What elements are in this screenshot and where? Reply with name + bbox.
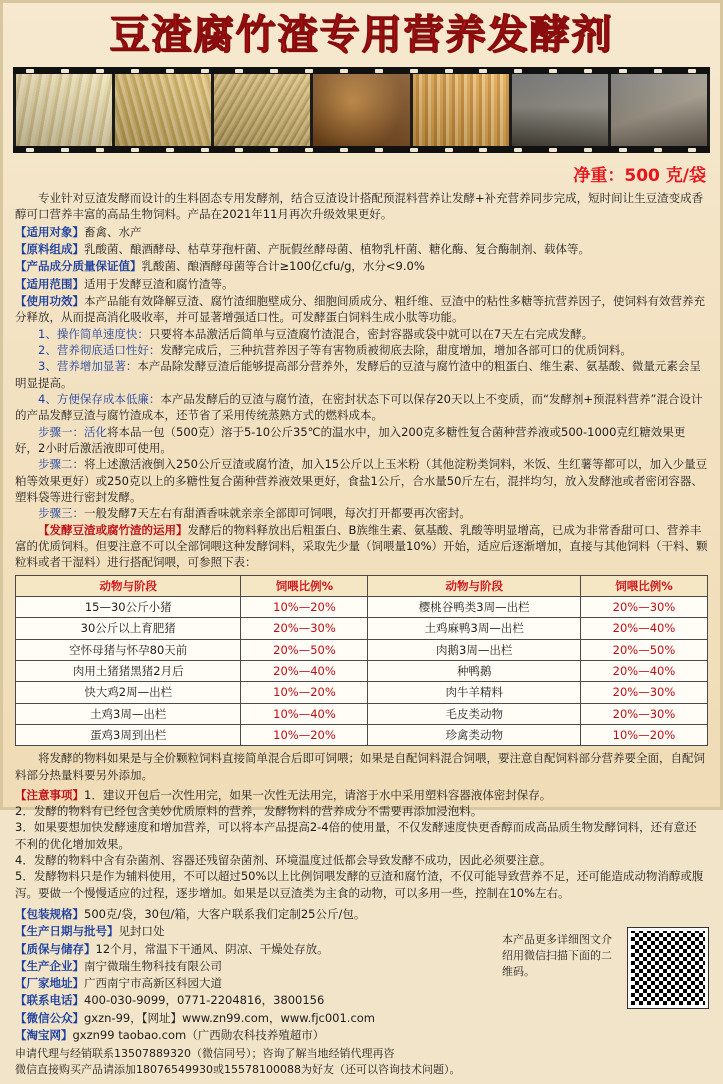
spec-label: 【使用功效】 xyxy=(15,293,84,308)
info-value: 400-030-9099，0771-2204816，3800156 xyxy=(84,993,325,1008)
table-cell: 肉用土猪猪黑猪2月后 xyxy=(16,660,241,681)
usage-step-text: 一般发酵7天左右有甜酒香味就亲亲全部即可饲喂，每次打开都要再次密封。 xyxy=(84,506,471,521)
filmstrip-sprockets-bottom xyxy=(13,146,710,153)
info-value: gxzn-99，【网址】www.zn99.com，www.fjc001.com xyxy=(84,1010,376,1025)
spec-scope xyxy=(15,276,708,292)
lead-text: 专业针对豆渣发酵而设计的生料固态专用发酵剂，结合豆渣设计搭配预混料营养让发酵+补充营养同步完成，短时间让生豆渣变成香醇可口营养丰富的高品生物饲料。产品在2021年11月再次升级效果更好。 xyxy=(15,191,704,222)
photo-frame xyxy=(115,74,211,146)
spec-applicable-objects xyxy=(15,224,708,240)
info-value: 12个月，常温下干通风、阴凉、干燥处存放。 xyxy=(95,941,329,956)
spec-value: 乳酸菌、酿酒酵母、枯草芽孢杆菌、产朊假丝酵母菌、植物乳杆菌、糖化酶、复合酶制剂、载体等。 xyxy=(84,241,590,256)
caution-row xyxy=(15,868,708,901)
table-cell: 20%—50% xyxy=(241,639,368,660)
caution-item: 5．发酵物料只是作为辅料使用，不可以超过50%以上比例饲喂发酵的豆渣和腐竹渣，不仅可能导致营养不足，还可能造成动物消醇或腹泻。要做一个慢慢适应的过程，逐步增加。如果是以豆渣类为主食的动物，可以多用一些，控制在10%左右。 xyxy=(15,869,704,900)
spec-label: 【原料组成】 xyxy=(15,241,84,256)
table-cell: 樱桃谷鸭类3周—出栏 xyxy=(368,596,580,617)
step-label: 1、操作简单速度快： xyxy=(38,326,149,341)
photo-filmstrip xyxy=(13,67,710,153)
ferment-application-note xyxy=(15,522,708,571)
usage-step-label: 步骤一：活化 xyxy=(38,424,107,439)
table-header-cell: 饲喂比例% xyxy=(580,575,707,596)
table-cell: 空怀母猪与怀孕80天前 xyxy=(16,639,241,660)
info-label: 【生产企业】 xyxy=(15,958,84,973)
table-row xyxy=(16,639,708,660)
usage-step-label: 步骤二： xyxy=(38,457,84,472)
table-cell: 20%—30% xyxy=(580,596,707,617)
info-label: 【包装规格】 xyxy=(15,907,84,922)
table-cell: 10%—20% xyxy=(241,682,368,703)
info-taobao xyxy=(15,1027,708,1044)
caution-item: 4．发酵的物料中含有杂菌剂、容器还残留杂菌剂、环境温度过低都会导致发酵不成功，因此必须要注意。 xyxy=(15,853,552,868)
table-cell: 10%—20% xyxy=(241,596,368,617)
table-header-cell: 动物与阶段 xyxy=(16,575,241,596)
info-label: 【联系电话】 xyxy=(15,993,84,1008)
info-label: 【微信公众】 xyxy=(15,1010,84,1025)
usage-label: 4、方便保存成本低廉： xyxy=(38,391,161,406)
table-cell: 30公斤以上育肥猪 xyxy=(16,618,241,639)
table-cell: 蛋鸡3周到出栏 xyxy=(16,724,241,745)
info-value: gxzn99 taobao.com（广西勋农科技养殖超市） xyxy=(72,1027,325,1042)
usage-step-text: 将本品一包（500克）溶于5-10公斤35℃的温水中，加入200克多糖性复合菌种营养液或500-1000克红糖效果更好，2小时后激活液即可使用。 xyxy=(15,424,686,455)
table-cell: 10%—20% xyxy=(580,724,707,745)
spec-value: 适用于发酵豆渣和腐竹渣等。 xyxy=(84,276,234,291)
qr-caption: 本产品更多详细图文介绍用微信扫描下面的二维码。 xyxy=(502,933,612,978)
table-cell: 20%—40% xyxy=(580,618,707,639)
cautions-label: 【注意事项】 xyxy=(15,787,84,802)
usage-step-label: 步骤三： xyxy=(38,506,84,521)
spec-value: 畜禽、水产 xyxy=(84,224,142,239)
qr-code-icon xyxy=(628,928,708,1008)
info-package-spec xyxy=(15,906,708,923)
after-table-note: 将发酵的物料如果是与全价颗粒饲料直接简单混合后即可饲喂；如果是自配饲料混合饲喂，要注意自配饲料部分营养要全面，自配饲料部分热量料要另外添加。 xyxy=(15,751,705,782)
info-phone xyxy=(15,992,708,1009)
usage-step-3 xyxy=(15,505,708,521)
filmstrip-sprockets-top xyxy=(13,67,710,74)
photo-frame xyxy=(512,74,608,146)
cautions-block xyxy=(15,787,708,901)
step-operation xyxy=(15,326,708,342)
table-row xyxy=(16,703,708,724)
table-header-cell: 饲喂比例% xyxy=(241,575,368,596)
spec-guaranteed-analysis xyxy=(15,258,708,274)
table-cell: 珍禽类动物 xyxy=(368,724,580,745)
info-label: 【质保与储存】 xyxy=(15,941,96,956)
spec-efficacy xyxy=(15,293,708,326)
usage-step-text: 将上述激活液倒入250公斤豆渣或腐竹渣，加入15公斤以上玉米粉（其他淀粉类饲料，米饭、生红薯等都可以，加入少量豆粕等效果更好）或250克以上的多糖性复合菌种营养液效果更好，食盐1公斤，合水量50斤左右，混拌均匀，放入发酵池或者密闭容器、塑料袋等进行密封发酵。 xyxy=(15,457,708,504)
info-value: 500克/袋，30包/箱，大客户联系我们定制25公斤/包。 xyxy=(84,907,366,922)
agent-contact-line: 申请代理与经销联系13507889320（微信同号）；咨询了解当地经销代理再咨 xyxy=(15,1047,395,1061)
lead-paragraph xyxy=(15,190,708,223)
spec-label: 【适用对象】 xyxy=(15,224,84,239)
info-label: 【生产日期与批号】 xyxy=(15,924,119,939)
photo-frame xyxy=(214,74,310,146)
table-cell: 快大鸡2周—出栏 xyxy=(16,682,241,703)
ferment-note-text: 发酵后的物料释放出后粗蛋白、B族维生素、氨基酸、乳酸等明显增高，已成为非常香甜可口、营养丰富的优质饲料。但要注意不可以全部饲喂这种发酵饲料，采取先少量（饲喂量10%）开始，适应后逐渐增加，直接与其他饲料（干料、颗粒料或者干湿料）进行搭配饲喂，可参照下表： xyxy=(15,522,708,570)
product-body xyxy=(3,188,720,901)
spec-value: 乳酸菌、酿酒酵母菌等合计≥100亿cfu/g，水分<9.0% xyxy=(141,259,425,274)
table-cell: 土鸡3周—出栏 xyxy=(16,703,241,724)
table-header-row xyxy=(16,575,708,596)
step-nutrition xyxy=(15,358,708,391)
table-row xyxy=(16,660,708,681)
table-header-cell: 动物与阶段 xyxy=(368,575,580,596)
table-cell: 10%—40% xyxy=(241,703,368,724)
info-value: 广西南宁市高新区科园大道 xyxy=(84,976,222,991)
info-wechat xyxy=(15,1010,708,1027)
caution-item: 3．如果要想加快发酵速度和增加营养，可以将本产品提高2-4倍的使用量，不仅发酵速度快更香醇而成高品质生物发酵饲料，还有意还不利的优化增加效果。 xyxy=(15,820,697,851)
table-cell: 土鸡麻鸭3周—出栏 xyxy=(368,618,580,639)
caution-row xyxy=(15,803,708,819)
caution-row xyxy=(15,819,708,852)
table-row xyxy=(16,724,708,745)
table-cell: 20%—40% xyxy=(241,660,368,681)
table-cell: 10%—20% xyxy=(241,724,368,745)
table-cell: 20%—30% xyxy=(580,682,707,703)
feeding-ratio-table xyxy=(15,575,708,747)
info-value: 见封口处 xyxy=(118,924,165,939)
usage-step-2 xyxy=(15,456,708,505)
step-text: 本产品除发酵豆渣后能够提高部分营养外，发酵后的豆渣与腐竹渣中的粗蛋白、维生素、氨基酸、微量元素会呈明显提高。 xyxy=(15,359,701,390)
spec-label: 【适用范围】 xyxy=(15,276,84,291)
agent-contact-block xyxy=(3,1044,720,1084)
photo-frame xyxy=(313,74,409,146)
table-cell: 肉牛羊精料 xyxy=(368,682,580,703)
photo-frame xyxy=(413,74,509,146)
table-row xyxy=(16,596,708,617)
table-cell: 20%—40% xyxy=(580,660,707,681)
step-label: 2、营养彻底适口性好： xyxy=(38,342,161,357)
table-cell: 20%—30% xyxy=(580,703,707,724)
table-cell: 毛皮类动物 xyxy=(368,703,580,724)
usage-text: 本产品发酵后的豆渣与腐竹渣，在密封状态下可以保存20天以上不变质，而“发酵剂+预混料营养”混合设计的产品发酵豆渣与腐竹渣成本，还节省了采用传统蒸熟方式的燃料成本。 xyxy=(15,391,703,423)
page-title: 豆渣腐竹渣专用营养发酵剂 xyxy=(109,12,614,58)
spec-label: 【产品成分质量保证值】 xyxy=(15,259,142,274)
title-band xyxy=(3,3,720,61)
info-label: 【厂家地址】 xyxy=(15,976,84,991)
table-row xyxy=(16,682,708,703)
step-text: 发酵完成后，三种抗营养因子等有害物质被彻底去除，甜度增加，增加各部可口的优质饲料。 xyxy=(160,342,632,357)
table-row xyxy=(16,618,708,639)
ferment-note-label: 【发酵豆渣或腐竹渣的运用】 xyxy=(38,522,188,537)
qr-code-block xyxy=(628,928,706,1008)
photo-frame xyxy=(611,74,707,146)
table-cell: 20%—30% xyxy=(241,618,368,639)
step-label: 3、营养增加显著： xyxy=(38,359,138,374)
table-cell: 20%—50% xyxy=(580,639,707,660)
info-value: 南宁微瑞生物科技有限公司 xyxy=(84,958,222,973)
usage-step-1 xyxy=(15,424,708,457)
table-cell: 15—30公斤小猪 xyxy=(16,596,241,617)
agent-contact-line: 微信直接购买产品请添加18076549930或15578100088为好友（还可以咨询技术问题）。 xyxy=(15,1063,461,1077)
step-text: 只要将本品激活后简单与豆渣腐竹渣混合，密封容器或袋中就可以在7天左右完成发酵。 xyxy=(148,326,594,341)
spec-ingredients xyxy=(15,241,708,257)
info-label: 【淘宝网】 xyxy=(15,1027,73,1042)
caution-item: 1．建议开包后一次性用完，如果一次性无法用完，请溶于水中采用塑料容器液体密封保存。 xyxy=(84,787,552,802)
net-weight: 净重：500 克/袋 xyxy=(573,166,706,186)
spec-value: 本产品能有效降解豆渣、腐竹渣细胞壁成分、细胞间质成分、粗纤维、豆渣中的粘性多糖等抗营养因子，使饲料有效营养充分释放，从而提高消化吸收率，并可显著增强适口性。可发酵蛋白饲料生成小肽等功能。 xyxy=(15,293,705,325)
caution-row xyxy=(15,852,708,868)
table-cell: 种鸭鹅 xyxy=(368,660,580,681)
cautions-heading xyxy=(15,787,708,803)
photo-frame xyxy=(16,74,112,146)
company-info-block xyxy=(3,906,720,1044)
usage-storage xyxy=(15,391,708,424)
caution-item: 2．发酵的物料有已经包含美妙优质原料的营养，发酵物料的营养成分不需要再添加浸泡料。 xyxy=(15,804,483,819)
step-palatability xyxy=(15,342,708,358)
table-cell: 肉鹅3周—出栏 xyxy=(368,639,580,660)
